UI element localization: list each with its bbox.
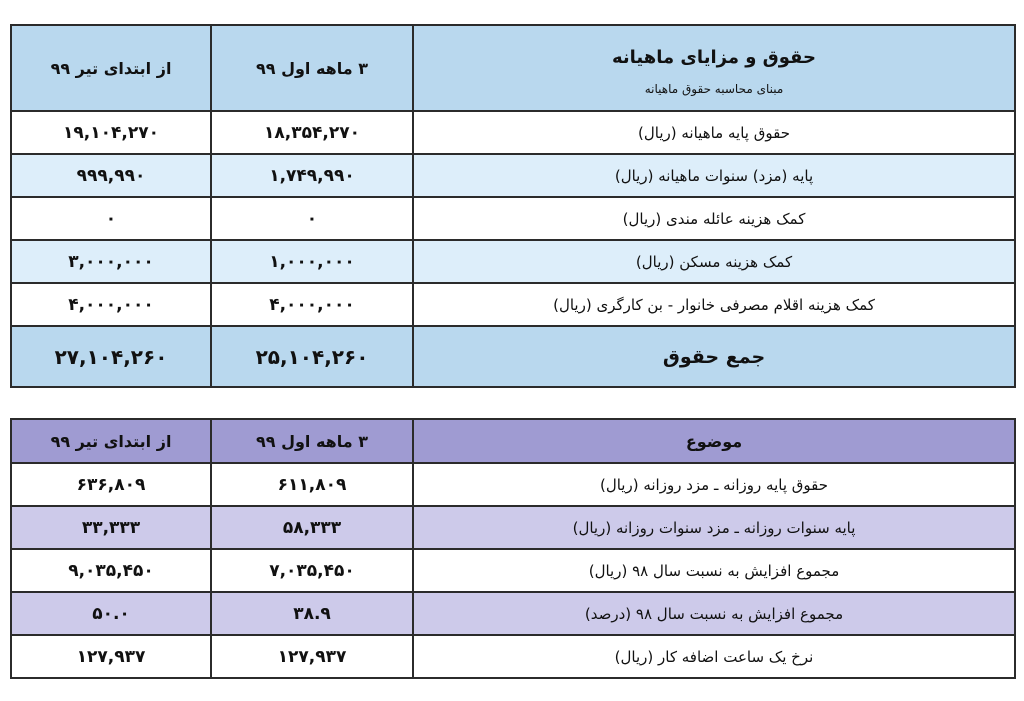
value-q1: ۱,۷۴۹,۹۹۰ [211, 154, 413, 197]
value-tir: ۵۰.۰ [11, 592, 211, 635]
value-tir: ۳,۰۰۰,۰۰۰ [11, 240, 211, 283]
column-header-subject: موضوع [413, 419, 1015, 463]
value-tir: ۱۹,۱۰۴,۲۷۰ [11, 111, 211, 154]
column-header-tir: از ابتدای تیر ۹۹ [11, 419, 211, 463]
table-row [11, 463, 1015, 506]
row-label: پایه (مزد) سنوات ماهیانه (ریال) [413, 154, 1015, 197]
salary-table-header [11, 25, 1015, 111]
value-q1: ۳۸.۹ [211, 592, 413, 635]
table-row [11, 154, 1015, 197]
value-tir: ۱۲۷,۹۳۷ [11, 635, 211, 678]
salary-table-title: حقوق و مزایای ماهیانه [612, 46, 816, 68]
total-q1: ۲۵,۱۰۴,۲۶۰ [211, 326, 413, 387]
value-q1: ۱,۰۰۰,۰۰۰ [211, 240, 413, 283]
row-label: کمک هزینه اقلام مصرفی خانوار - بن کارگری (ریال) [413, 283, 1015, 326]
total-label: جمع حقوق [413, 326, 1015, 387]
table-row [11, 283, 1015, 326]
value-q1: ۵۸,۳۳۳ [211, 506, 413, 549]
row-label: پایه سنوات روزانه ـ مزد سنوات روزانه (ریال) [413, 506, 1015, 549]
value-tir: ۹,۰۳۵,۴۵۰ [11, 549, 211, 592]
value-q1: ۰ [211, 197, 413, 240]
value-q1: ۷,۰۳۵,۴۵۰ [211, 549, 413, 592]
row-label: مجموع افزایش به نسبت سال ۹۸ (درصد) [413, 592, 1015, 635]
row-label: مجموع افزایش به نسبت سال ۹۸ (ریال) [413, 549, 1015, 592]
value-q1: ۶۱۱,۸۰۹ [211, 463, 413, 506]
value-tir: ۶۳۶,۸۰۹ [11, 463, 211, 506]
table-row [11, 240, 1015, 283]
row-label: حقوق پایه ماهیانه (ریال) [413, 111, 1015, 154]
row-label: کمک هزینه عائله مندی (ریال) [413, 197, 1015, 240]
total-row [11, 326, 1015, 387]
value-q1: ۱۲۷,۹۳۷ [211, 635, 413, 678]
total-tir: ۲۷,۱۰۴,۲۶۰ [11, 326, 211, 387]
column-header-tir: از ابتدای تیر ۹۹ [11, 25, 211, 111]
salary-table-subtitle: مبنای محاسبه حقوق ماهیانه [644, 81, 784, 96]
salary-table [10, 24, 1016, 388]
row-label: نرخ یک ساعت اضافه کار (ریال) [413, 635, 1015, 678]
value-tir: ۰ [11, 197, 211, 240]
value-tir: ۹۹۹,۹۹۰ [11, 154, 211, 197]
table-row [11, 506, 1015, 549]
daily-wage-table [10, 418, 1016, 679]
value-q1: ۱۸,۳۵۴,۲۷۰ [211, 111, 413, 154]
value-tir: ۳۳,۳۳۳ [11, 506, 211, 549]
daily-table-header [11, 419, 1015, 463]
table-row [11, 592, 1015, 635]
row-label: حقوق پایه روزانه ـ مزد روزانه (ریال) [413, 463, 1015, 506]
table-row [11, 635, 1015, 678]
table-row [11, 111, 1015, 154]
value-tir: ۴,۰۰۰,۰۰۰ [11, 283, 211, 326]
row-label: کمک هزینه مسکن (ریال) [413, 240, 1015, 283]
column-header-q1: ۳ ماهه اول ۹۹ [211, 25, 413, 111]
value-q1: ۴,۰۰۰,۰۰۰ [211, 283, 413, 326]
column-header-q1: ۳ ماهه اول ۹۹ [211, 419, 413, 463]
table-row [11, 549, 1015, 592]
table-row [11, 197, 1015, 240]
salary-table-title-cell [413, 25, 1015, 111]
